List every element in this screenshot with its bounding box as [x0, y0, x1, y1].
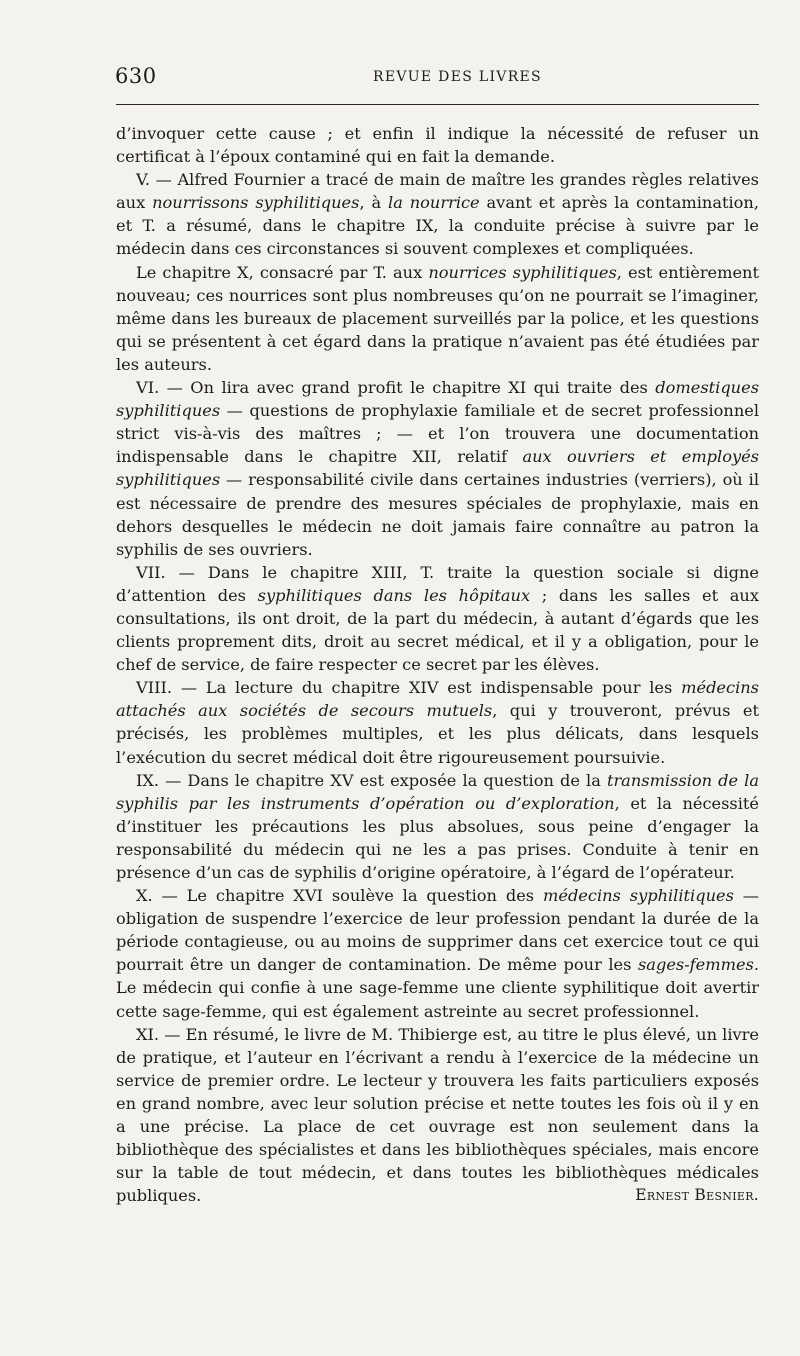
author-signature: Ernest Besnier. — [635, 1186, 759, 1205]
paragraph-text: , est entièrement nouveau; ces nourrices sont plus nombreuses qu’on ne pourrait se l’imaginer, même dans les bureaux de placement surveillés par la police, et les questions qui se présentent à cet égard dans la pratique n’avaient pas été étudiées par les auteurs. — [116, 262, 759, 374]
paragraph-text: , et la nécessité d’instituer les précautions les plus absolues, sous peine d’engager la responsabilité du médecin qui ne les a pas prises. Conduite à tenir en présence d’un cas de syphilis d’origine opératoire, à l’égard de l’opérateur. — [116, 793, 759, 882]
article-body — [116, 122, 759, 1207]
paragraph-text: IX. — Dans le chapitre XV est exposée la question de la — [136, 770, 607, 790]
paragraph-text: VIII. — La lecture du chapitre XIV est indispensable pour les — [136, 678, 682, 698]
paragraph-text: Le chapitre X, consacré par T. aux — [136, 262, 429, 282]
paragraph-text: , qui y trouveront, prévus et précisés, les problèmes multiples, et les plus délicats, dans lesquels l’exécution du secret médical doit être rigoureusement poursuivie. — [116, 701, 759, 767]
header-rule — [116, 104, 759, 105]
paragraph-text: , à — [359, 193, 389, 213]
italic-term: syphilitiques dans les hôpitaux — [257, 585, 531, 605]
italic-term: nourrices syphilitiques — [428, 262, 617, 282]
paragraph-text: . Le médecin qui confie à une sage-femme une cliente syphilitique doit avertir cette sage-femme, qui est également astreinte au secret professionnel. — [116, 955, 759, 1021]
italic-term: aux ouvriers et employés syphilitiques — [116, 447, 759, 490]
italic-term: sages-femmes — [638, 955, 754, 975]
paragraph-text: V. — Alfred Fournier a tracé de main de maître les grandes règles relatives aux — [116, 170, 759, 213]
paragraph — [116, 769, 759, 884]
paragraph — [116, 1023, 759, 1208]
italic-term: médecins attachés aux sociétés de secours mutuels — [116, 678, 759, 721]
italic-term: nourrissons syphilitiques — [152, 193, 360, 213]
paragraph-text: — questions de prophylaxie familiale et de secret professionnel strict vis-à-vis des maîtres ; — et l’on trouvera une documentation indispensable dans le chapitre XII, relatif — [116, 401, 759, 467]
italic-term: médecins syphilitiques — [543, 886, 734, 906]
page-header — [115, 64, 760, 94]
paragraph-text: X. — Le chapitre XVI soulève la question des — [136, 886, 544, 906]
paragraph-text: XI. — En résumé, le livre de M. Thibierge est, au titre le plus élevé, un livre de pratique, et l’auteur en l’écrivant a rendu à l’exercice de la médecine un service de premier ordre. Le lecteur y trouvera les faits particuliers exposés en grand nombre, avec leur solution précise et nette toutes les fois où il y en a une précise. La place de cet ouvrage est non seulement dans la bibliothèque des spécialistes et dans les bibliothèques spéciales, mais encore sur la table de tout médecin, et dans toutes les bibliothèques médicales publiques. — [116, 1024, 759, 1206]
paragraph-text: — obligation de suspendre l’exercice de leur profession pendant la durée de la période contagieuse, ou au moins de supprimer dans cet exercice tout ce qui pourrait être un danger de contamination. De même pour les — [116, 886, 759, 975]
paragraph-text: avant et après la contamination, et T. a résumé, dans le chapitre IX, la conduite précise à suivre par le médecin dans ces circonstances si souvent complexes et compliquées. — [116, 193, 759, 259]
paragraph-text: VII. — Dans le chapitre XIII, T. traite la question sociale si digne d’attention des — [116, 562, 759, 605]
italic-term: domestiques syphilitiques — [116, 378, 759, 421]
running-title: REVUE DES LIVRES — [373, 69, 542, 85]
paragraph-text: ; dans les salles et aux consultations, ils ont droit, de la part du médecin, à autant d’égards que les clients proprement dits, droit au secret médical, et il y a obligation, pour le chef de service, de faire respecter ce secret par les élèves. — [116, 585, 759, 675]
paragraph — [116, 376, 759, 561]
page-number: 630 — [115, 64, 157, 88]
italic-term: transmission de la syphilis par les instruments d’opération ou d’exploration — [116, 770, 759, 813]
paragraph-text: d’invoquer cette cause ; et enfin il indique la nécessité de refuser un certificat à l’époux contaminé qui en fait la demande. — [116, 124, 759, 167]
paragraph — [116, 168, 759, 260]
paragraph — [116, 122, 759, 168]
paragraph — [116, 261, 759, 376]
italic-term: la nourrice — [388, 193, 480, 213]
paragraph — [116, 561, 759, 676]
paragraph-text: — responsabilité civile dans certaines industries (verriers), où il est nécessaire de prendre des mesures spéciales de prophylaxie, mais en dehors desquelles le médecin ne doit jamais faire connaître au patron la syphilis de ses ouvriers. — [116, 470, 759, 559]
paragraph-text: VI. — On lira avec grand profit le chapitre XI qui traite des — [136, 378, 656, 398]
paragraph — [116, 884, 759, 1023]
paragraph — [116, 676, 759, 768]
